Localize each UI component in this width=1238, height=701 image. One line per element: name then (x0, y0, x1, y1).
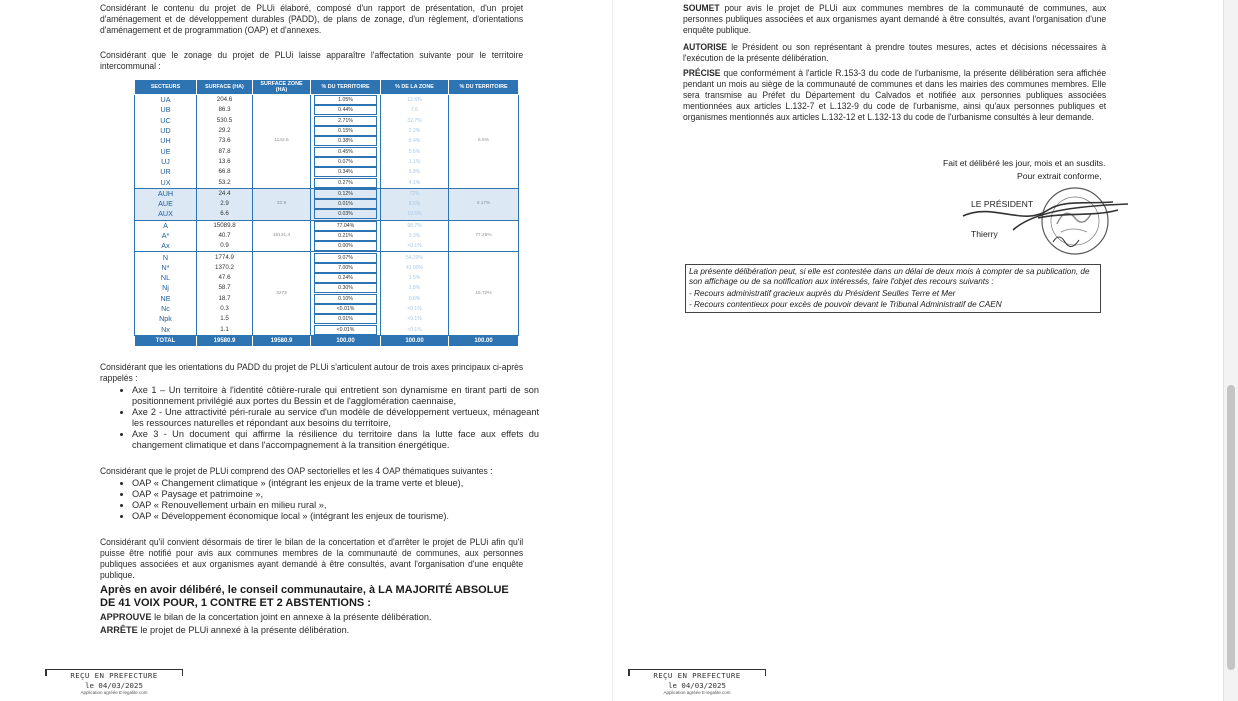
territory-pct-cell (311, 231, 381, 241)
legal-notice-box (685, 264, 1101, 313)
surface-cell: 29.2 (197, 126, 253, 136)
territory-pct-cell (311, 283, 381, 293)
sector-cell: Nj (135, 283, 197, 293)
arrete-line (100, 625, 525, 636)
territory-pct-value: 0.27% (314, 178, 377, 188)
surface-cell: 13.6 (197, 157, 253, 167)
territory-pct-value: 7.00% (314, 263, 377, 273)
total-cell: 100.00 (311, 335, 381, 346)
table-header: % DU TERRITOIRE (311, 80, 381, 95)
zone-pct-cell: 72% (381, 188, 449, 199)
sector-cell: UA (135, 95, 197, 106)
surface-cell: 40.7 (197, 231, 253, 241)
signature-seal-graphic (953, 182, 1133, 267)
surface-cell: 2.9 (197, 199, 253, 209)
territory-pct-value: 0.01% (314, 199, 377, 209)
territory-pct-value: 0.45% (314, 147, 377, 157)
prefecture-stamp (628, 669, 766, 696)
territory-pct-cell (311, 188, 381, 199)
stamp-app: Application agréée E-legalite.com (663, 690, 731, 695)
approuve-line (100, 612, 525, 623)
territory-pct-cell (311, 199, 381, 209)
zone-pct-cell: <0.1% (381, 314, 449, 324)
territory-pct-cell (311, 105, 381, 115)
zone-pct-cell: 7.6 (381, 105, 449, 115)
group-territory-pct-cell: 0.17% (449, 188, 519, 220)
decision-heading: Après en avoir délibéré, le conseil communautaire, à LA MAJORITÉ ABSOLUE DE 41 VOIX POUR, 1 CONTRE ET 2 ABSTENTIONS : (100, 584, 509, 609)
total-cell: 19580.9 (253, 335, 311, 346)
surface-cell: 18.7 (197, 294, 253, 304)
page-left (0, 0, 612, 701)
list-item: • OAP « Renouvellement urbain en milieu rural », (132, 500, 539, 511)
sector-cell: A* (135, 231, 197, 241)
list-item: • OAP « Développement économique local » (intégrant les enjeux de tourisme). (132, 511, 539, 522)
sector-cell: UX (135, 177, 197, 188)
zone-pct-cell: <0.1% (381, 325, 449, 336)
soumet-text: pour avis le projet de PLUi aux communes membres de la communauté de communes, aux personnes publiques associées et aux organismes ayant demandé à être consultés, avant l'organisation d'une enquête publique. (683, 3, 1107, 35)
territory-pct-value: 0.21% (314, 231, 377, 241)
group-territory-pct-cell: 77.25% (449, 220, 519, 252)
precise-keyword: PRÉCISE (683, 68, 721, 78)
vertical-scrollbar[interactable] (1223, 0, 1238, 701)
paragraph-concertation: Considérant qu'il convient désormais de tirer le bilan de la concertation et d'arrêter le projet de PLUi afin qu'il puisse être notifié pour avis aux communes membres de la communauté de communes, aux personnes publiques associées et aux organismes ayant demandé à être consultés, avant l'organisation d'une enquête publique. (100, 537, 524, 580)
total-cell: 19580.9 (197, 335, 253, 346)
surface-cell: 0.9 (197, 241, 253, 252)
zone-pct-cell: 12.6% (381, 95, 449, 106)
list-item: • Axe 3 - Un document qui affirme la résilience du territoire dans la lutte face aux effets du changement climatique et dans l'accompagnement à la transition énergétique. (132, 429, 539, 451)
territory-pct-cell (311, 116, 381, 126)
territory-pct-value: 0.07% (314, 157, 377, 167)
paragraph-padd: Considérant que les orientations du PADD du projet de PLUi s'articulent autour de trois axes principaux ci-après rappelés : (100, 362, 524, 383)
territory-pct-cell (311, 209, 381, 220)
surface-cell: 15089.8 (197, 220, 253, 231)
table-header: SURFACE ZONE (HA) (253, 80, 311, 95)
territory-pct-cell (311, 263, 381, 273)
zone-surface-cell: 33.9 (253, 188, 311, 220)
fait-line: Fait et délibéré les jour, mois et an susdits. (943, 158, 1106, 168)
page-right (612, 0, 1224, 701)
territory-pct-cell (311, 177, 381, 188)
sector-cell: AUE (135, 199, 197, 209)
zone-pct-cell: <0.1% (381, 241, 449, 252)
territory-pct-cell (311, 304, 381, 314)
surface-cell: 204.6 (197, 95, 253, 106)
sector-cell: UD (135, 126, 197, 136)
stamp-title: REÇU EN PREFECTURE (653, 671, 741, 680)
zone-surface-cell: 1142.5 (253, 95, 311, 189)
territory-pct-cell (311, 252, 381, 263)
precise-text: que conformément à l'article R.153-3 du code de l'urbanisme, la présente délibération sera affichée pendant un mois au siège de la communauté de communes et dans les mairies des communes membres. Elle sera transmise au Préfet du Département du Calvados et notifiée aux personnes publiques associées mentionnées aux articles L.132-7 et L.132-9 du code de l'urbanisme, ainsi qu'aux personnes publiques et organismes mentionnés aux articles L.132-12 et L.132-13 du code de l'urbanisme consultés à leur demande. (683, 68, 1107, 122)
surface-cell: 1370.2 (197, 263, 253, 273)
sector-cell: UR (135, 167, 197, 177)
sector-cell: Nc (135, 304, 197, 314)
sector-cell: Ax (135, 241, 197, 252)
zone-pct-cell: 4.1% (381, 177, 449, 188)
sector-cell: UB (135, 105, 197, 115)
list-item: • Axe 1 – Un territoire à l'identité côtière-rurale qui entretient son dynamisme en tirant parti de son positionnement privilégié aux portes du Bessin et de l'agglomération caennaise, (132, 385, 539, 407)
territory-pct-value: 0.44% (314, 105, 377, 115)
sector-cell: UH (135, 136, 197, 146)
zone-pct-cell: 54.20% (381, 252, 449, 263)
stamp-app: Application agréée E-legalite.com (80, 690, 148, 695)
sector-cell: N (135, 252, 197, 263)
sector-cell: Nx (135, 325, 197, 336)
territory-pct-cell (311, 220, 381, 231)
zone-pct-cell: 8.5% (381, 199, 449, 209)
territory-pct-cell (311, 136, 381, 146)
surface-cell: 58.7 (197, 283, 253, 293)
territory-pct-value: 0.24% (314, 273, 377, 283)
territory-pct-value: 77.04% (314, 221, 377, 231)
territory-pct-value: <0.01% (314, 325, 377, 335)
territory-pct-value: 1.05% (314, 95, 377, 105)
territory-pct-value: 0.30% (314, 283, 377, 293)
sector-cell: UC (135, 116, 197, 126)
legal-line: - Recours administratif gracieux auprès du Président Seulles Terre et Mer (689, 289, 956, 298)
table-header: SURFACE (HA) (197, 80, 253, 95)
zone-pct-cell: 98.7% (381, 220, 449, 231)
list-item: • Axe 2 - Une attractivité péri-rurale au service d'un modèle de développement vertueux, ménageant les ressources naturelles et répondant aux besoins du territoire, (132, 407, 539, 429)
president-name: Thierry (971, 229, 998, 239)
territory-pct-value: 0.03% (314, 209, 377, 219)
autorise-text: le Président ou son représentant à prendre toutes mesures, actes et décisions nécessaires à l'exécution de la présente délibération. (683, 42, 1107, 63)
zone-pct-cell: 32.7% (381, 116, 449, 126)
table-header-row (135, 80, 519, 95)
surface-cell: 86.3 (197, 105, 253, 115)
territory-pct-cell (311, 157, 381, 167)
sector-cell: AUH (135, 188, 197, 199)
list-item: • OAP « Paysage et patrimoine », (132, 489, 539, 500)
legal-line: La présente délibération peut, si elle est contestée dans un délai de deux mois à compter de sa publication, de (689, 267, 1090, 276)
zone-pct-cell: 1.5% (381, 273, 449, 283)
arrete-keyword: ARRÊTE (100, 625, 138, 635)
table-row (135, 252, 519, 263)
legal-line: - Recours contentieux pour excès de pouvoir devant le Tribunal Administratif de CAEN (689, 300, 1002, 309)
zone-pct-cell: 19.5% (381, 209, 449, 220)
soumet-keyword: SOUMET (683, 3, 720, 13)
territory-pct-value: 0.34% (314, 167, 377, 177)
table-row (135, 95, 519, 106)
axes-list (116, 385, 539, 451)
zone-pct-cell: 2.2% (381, 126, 449, 136)
total-cell: 100.00 (449, 335, 519, 346)
zone-pct-cell: <0.1% (381, 304, 449, 314)
zone-pct-cell: 1.1% (381, 157, 449, 167)
table-header: SECTEURS (135, 80, 197, 95)
zone-pct-cell: 41.90% (381, 263, 449, 273)
table-header: % DU TERRITOIRE (449, 80, 519, 95)
territory-pct-value: 9.07% (314, 253, 377, 263)
scrollbar-thumb[interactable] (1227, 385, 1235, 670)
paragraph-contenu: Considérant le contenu du projet de PLUi élaboré, composé d'un rapport de présentation, d'un projet d'aménagement et de développement durables (PADD), de plans de zonage, d'un règlement, d'orientations d'aménagement et de programmation (OAP) et d'annexes. (100, 3, 524, 35)
territory-pct-value: 0.12% (314, 189, 377, 199)
sector-cell: N* (135, 263, 197, 273)
territory-pct-cell (311, 167, 381, 177)
oap-list (116, 478, 539, 522)
surface-cell: 530.5 (197, 116, 253, 126)
territory-pct-value: 0.00% (314, 241, 377, 251)
sector-cell: UE (135, 146, 197, 156)
surface-cell: 0.3 (197, 304, 253, 314)
prefecture-stamp (45, 669, 183, 696)
territory-pct-value: 0.38% (314, 136, 377, 146)
paragraph-oap: Considérant que le projet de PLUi comprend des OAP sectorielles et les 4 OAP thématiques suivantes : (100, 466, 493, 476)
stamp-date: le 04/03/2025 (668, 681, 726, 690)
territory-pct-value: 0.10% (314, 294, 377, 304)
total-cell: 100.00 (381, 335, 449, 346)
autorise-paragraph (683, 42, 1106, 64)
soumet-paragraph (683, 3, 1106, 36)
table-total-row (135, 335, 519, 346)
zone-surface-cell: 15131.4 (253, 220, 311, 252)
territory-pct-value: 0.01% (314, 314, 377, 324)
sector-cell: Npk (135, 314, 197, 324)
territory-pct-cell (311, 126, 381, 136)
territory-pct-cell (311, 325, 381, 336)
zone-pct-cell: 5.4% (381, 136, 449, 146)
territory-pct-cell (311, 241, 381, 252)
sector-cell: AUX (135, 209, 197, 220)
sector-cell: A (135, 220, 197, 231)
extrait-line: Pour extrait conforme, (1017, 171, 1102, 181)
approuve-keyword: APPROUVE (100, 612, 152, 622)
territory-pct-value: 2.71% (314, 116, 377, 126)
arrete-text: le projet de PLUi annexé à la présente délibération. (137, 625, 350, 635)
legal-line: son affichage ou de sa notification aux intéressés, faire l'objet des recours suivants : (689, 277, 994, 286)
table-row (135, 188, 519, 199)
sector-cell: NL (135, 273, 197, 283)
surface-cell: 87.8 (197, 146, 253, 156)
territory-pct-cell (311, 314, 381, 324)
approuve-text: le bilan de la concertation joint en annexe à la présente délibération. (151, 612, 432, 622)
group-territory-pct-cell: 16.72% (449, 252, 519, 335)
zone-pct-cell: 5.8% (381, 167, 449, 177)
surface-cell: 66.8 (197, 167, 253, 177)
zoning-table (134, 79, 519, 347)
zone-pct-cell: 0.3% (381, 231, 449, 241)
territory-pct-value: <0.01% (314, 304, 377, 314)
table-header: % DE LA ZONE (381, 80, 449, 95)
territory-pct-cell (311, 273, 381, 283)
total-cell: TOTAL (135, 335, 197, 346)
zone-pct-cell: 5.6% (381, 146, 449, 156)
table-row (135, 220, 519, 231)
sector-cell: UJ (135, 157, 197, 167)
zone-pct-cell: 0.6% (381, 294, 449, 304)
surface-cell: 73.6 (197, 136, 253, 146)
precise-paragraph (683, 68, 1106, 123)
surface-cell: 1774.9 (197, 252, 253, 263)
paragraph-zonage: Considérant que le zonage du projet de PLUi laisse apparaître l'affectation suivante pour le territoire intercommunal : (100, 50, 524, 71)
surface-cell: 1.5 (197, 314, 253, 324)
surface-cell: 24.4 (197, 188, 253, 199)
territory-pct-cell (311, 146, 381, 156)
surface-cell: 47.6 (197, 273, 253, 283)
zone-pct-cell: 1.8% (381, 283, 449, 293)
territory-pct-cell (311, 294, 381, 304)
stamp-title: REÇU EN PREFECTURE (70, 671, 158, 680)
sector-cell: NE (135, 294, 197, 304)
president-title: LE PRÉSIDENT (971, 199, 1034, 209)
group-territory-pct-cell: 6.5% (449, 95, 519, 189)
zone-surface-cell: 3273 (253, 252, 311, 335)
autorise-keyword: AUTORISE (683, 42, 728, 52)
stamp-date: le 04/03/2025 (85, 681, 143, 690)
surface-cell: 6.6 (197, 209, 253, 220)
territory-pct-value: 0.15% (314, 126, 377, 136)
territory-pct-cell (311, 95, 381, 106)
surface-cell: 1.1 (197, 325, 253, 336)
surface-cell: 53.2 (197, 177, 253, 188)
list-item: • OAP « Changement climatique » (intégrant les enjeux de la trame verte et bleue), (132, 478, 539, 489)
